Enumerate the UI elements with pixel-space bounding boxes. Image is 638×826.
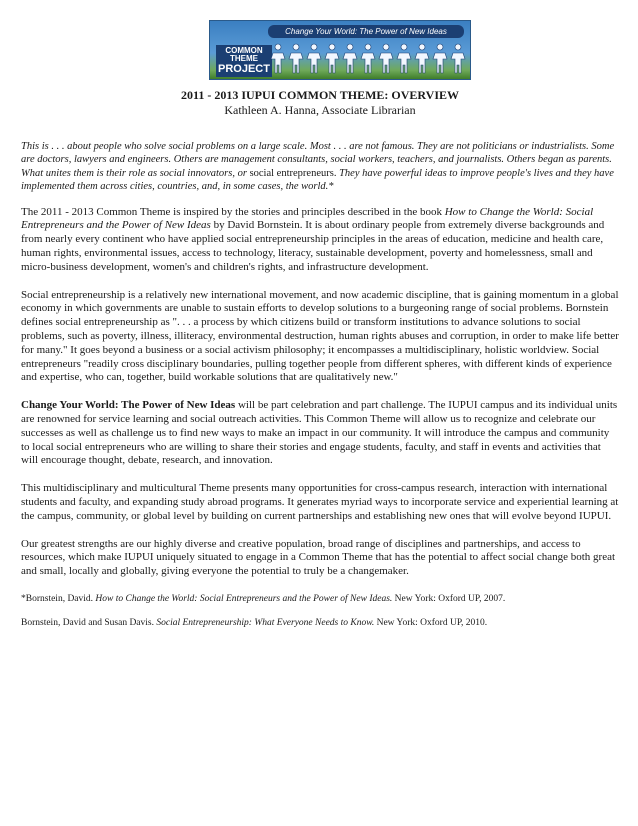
citation-title: How to Change the World: Social Entrepreneurs and the Power of New Ideas. [95, 593, 393, 604]
paragraph-intro [21, 206, 619, 275]
logo-badge [216, 27, 272, 73]
author-line: Kathleen A. Hanna, Associate Librarian [224, 103, 416, 117]
theme-text: will be part celebration and part challenge. The IUPUI campus and its individual units are renowned for service learning and social outreach activities. This Common Theme will allow us to recognize and celebrate our successes as well as challenge us to find new ways to make an impact in our community. It will introduce the campus and community to local social entrepreneurs who are willing to share their stories and engage students, faculty, and staff in events and activities that will encourage thought, debate, research, and innovation. [21, 399, 618, 467]
citation-author: *Bornstein, David. [21, 593, 96, 604]
intro-text-b: by David Bornstein. It is about ordinary people from extremely diverse backgrounds and from nearly every continent who have applied social entrepreneurship principles in the areas of education, medicine and health care, human rights, environmental issues, access to technology, literacy, sustainable development, poverty and homelessness, small and micro-business development, women's and children's rights, and infrastructure development. [21, 219, 605, 273]
logo-banner-text: Change Your World: The Power of New Ideas [268, 25, 464, 38]
logo-badge-line1: COMMON THEME [216, 45, 272, 64]
epigraph-quote [21, 140, 619, 194]
intro-text-a: The 2011 - 2013 Common Theme is inspired by the stories and principles described in the book [21, 205, 445, 218]
citation [21, 617, 619, 629]
paragraph-opportunities: This multidisciplinary and multicultural Theme presents many opportunities for cross-campus research, interaction with international students and faculty, and expanding study abroad programs. It generates myriad ways to incorporate service and experiential learning at the campus, community, or global level by building on current partnerships and establishing new ones that will evolve beyond IUPUI. [21, 482, 619, 522]
citation-publisher: New York: Oxford UP, 2010. [374, 617, 488, 628]
paragraph-theme [21, 399, 619, 468]
quote-upright: social entrepreneurs. [246, 167, 340, 179]
theme-name: Change Your World: The Power of New Ideas [21, 399, 236, 412]
citation-title: Social Entrepreneurship: What Everyone Needs to Know. [156, 617, 375, 628]
quote-part-1: This is . . . about people who solve social problems on a large scale. Most . . . are not famous. They are not politicians or industrialists. Some are doctors, lawyers and engineers. Others are management consultants, social workers, teachers, and journalists. Others began as parents. What unites them is their role as social innovators, or [21, 141, 615, 179]
page-title: 2011 - 2013 IUPUI COMMON THEME: OVERVIEW [180, 88, 460, 102]
book-title: How to Change the World: Social Entrepreneurs and the Power of New Ideas [21, 205, 594, 232]
common-theme-logo [209, 20, 471, 80]
paragraph-strengths: Our greatest strengths are our highly diverse and creative population, broad range of disciplines and partnerships, and access to resources, which make IUPUI uniquely situated to engage in a Common Theme that has the potential to affect social change both great and small, locally and globally, giving everyone the potential to truly be a changemaker. [21, 537, 616, 578]
citation-publisher: New York: Oxford UP, 2007. [392, 593, 506, 604]
logo-badge-line2: PROJECT [216, 64, 272, 77]
citation [21, 593, 619, 605]
document-body [21, 140, 619, 641]
paragraph-definition: Social entrepreneurship is a relatively new international movement, and now academic discipline, that is gaining momentum in a global economy in which governments are unable to sustain efforts to develop solutions to a burgeoning range of social problems. Bornstein defines social entrepreneurship as ". . . a process by which citizens build or transform institutions to advance solutions to social problems, such as poverty, illness, illiteracy, environmental destruction, human rights abuses and corruption, in order to make life better for many." It goes beyond a business or a social activism philosophy; it encompasses a multidisciplinary, holistic worldview. Social entrepreneurs "readily cross disciplinary boundaries, pulling together people from different spheres, with different kinds of experience and expertise, who can, together, build workable solutions that are qualitatively new." [21, 288, 619, 384]
quote-part-2: They have powerful ideas to improve people's lives and they have implemented them across cities, countries, and, in some cases, the world.* [21, 167, 614, 193]
citation-author: Bornstein, David and Susan Davis. [21, 617, 157, 628]
people-chain-icon [270, 41, 466, 75]
